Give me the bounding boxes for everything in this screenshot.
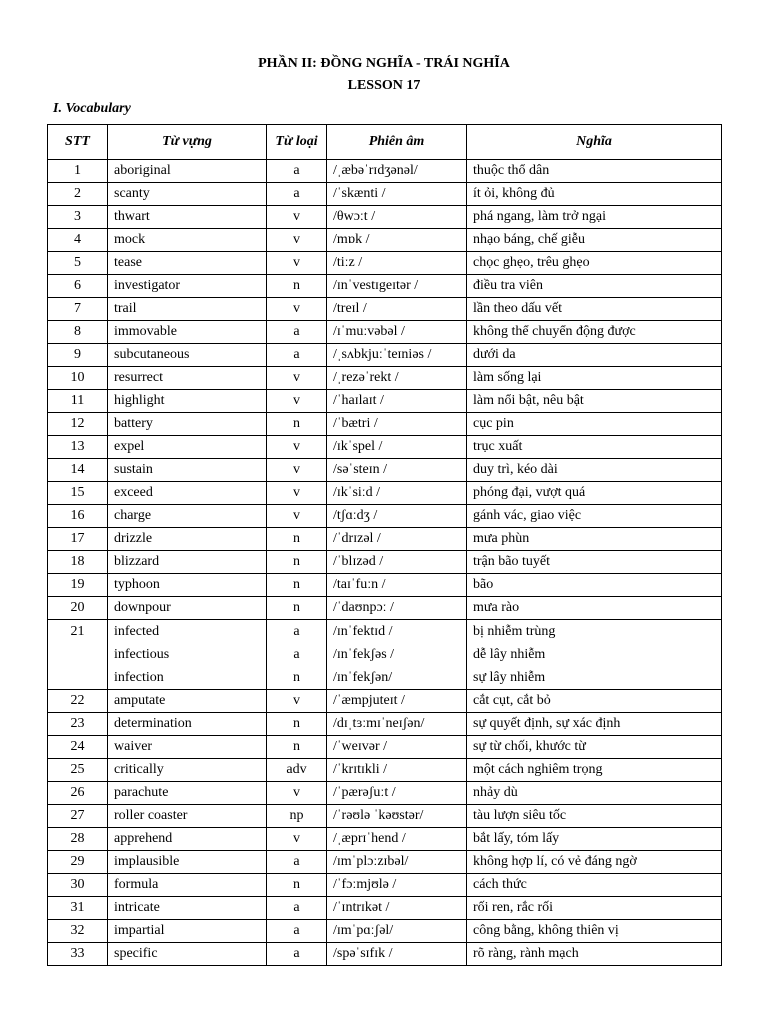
row-number: 17 [48, 528, 108, 551]
row-number: 31 [48, 897, 108, 920]
word-type: a [267, 321, 327, 344]
lesson-title: LESSON 17 [347, 78, 421, 93]
word-type: a [267, 920, 327, 943]
vocab-word: impartial [108, 920, 267, 943]
row-number: 4 [48, 229, 108, 252]
vocab-word: apprehend [108, 828, 267, 851]
vocab-word: parachute [108, 782, 267, 805]
phonetic: /ˈfɔːmjʊlə / [327, 874, 467, 897]
word-type: v [267, 229, 327, 252]
table-row [48, 505, 722, 528]
table-row [48, 713, 722, 736]
word-type: n [267, 413, 327, 436]
phonetic-group [327, 620, 467, 690]
row-number: 16 [48, 505, 108, 528]
meaning: phá ngang, làm trở ngại [467, 206, 722, 229]
word-type: v [267, 206, 327, 229]
meaning: điều tra viên [467, 275, 722, 298]
phonetic: /treɪl / [327, 298, 467, 321]
vocab-word: drizzle [108, 528, 267, 551]
word-type: a [293, 624, 300, 639]
meaning: duy trì, kéo dài [467, 459, 722, 482]
phonetic: /mɒk / [327, 229, 467, 252]
vocab-word: infectious [114, 647, 170, 662]
vocab-word: subcutaneous [108, 344, 267, 367]
word-type: n [267, 275, 327, 298]
table-row [48, 160, 722, 183]
vocab-word: trail [108, 298, 267, 321]
meaning: lần theo dấu vết [467, 298, 722, 321]
word-type: a [267, 183, 327, 206]
vocab-word: sustain [108, 459, 267, 482]
meaning: rối ren, rắc rối [467, 897, 722, 920]
row-number: 30 [48, 874, 108, 897]
phonetic: /ˈæmpjuteɪt / [327, 690, 467, 713]
vocab-word: expel [108, 436, 267, 459]
row-number: 12 [48, 413, 108, 436]
meaning: cắt cụt, cắt bỏ [467, 690, 722, 713]
phonetic: /ˈhaɪlaɪt / [327, 390, 467, 413]
row-number: 18 [48, 551, 108, 574]
word-type: v [267, 298, 327, 321]
table-row [48, 851, 722, 874]
table-row [48, 690, 722, 713]
vocab-word: waiver [108, 736, 267, 759]
meaning: trục xuất [467, 436, 722, 459]
phonetic: /spəˈsɪfɪk / [327, 943, 467, 966]
meaning: cách thức [467, 874, 722, 897]
row-number: 11 [48, 390, 108, 413]
table-row [48, 528, 722, 551]
word-type-group [267, 620, 327, 690]
word-type: n [267, 528, 327, 551]
word-type: a [293, 647, 300, 662]
phonetic: /ˈɪntrɪkət / [327, 897, 467, 920]
row-number: 13 [48, 436, 108, 459]
vocab-word: charge [108, 505, 267, 528]
row-number: 22 [48, 690, 108, 713]
row-number: 32 [48, 920, 108, 943]
word-type: n [267, 736, 327, 759]
vocab-word: blizzard [108, 551, 267, 574]
row-number: 14 [48, 459, 108, 482]
table-row [48, 206, 722, 229]
meaning: làm nổi bật, nêu bật [467, 390, 722, 413]
word-type: v [267, 505, 327, 528]
row-number: 27 [48, 805, 108, 828]
table-row [48, 597, 722, 620]
vocabulary-table [47, 124, 722, 966]
table-row [48, 805, 722, 828]
word-type: v [267, 252, 327, 275]
word-type: n [267, 713, 327, 736]
vocab-word: thwart [108, 206, 267, 229]
table-row [48, 482, 722, 505]
meaning: gánh vác, giao việc [467, 505, 722, 528]
word-type: v [267, 828, 327, 851]
vocab-word: exceed [108, 482, 267, 505]
row-number: 9 [48, 344, 108, 367]
word-type: a [267, 160, 327, 183]
vocab-word: immovable [108, 321, 267, 344]
meaning: nhảy dù [467, 782, 722, 805]
vocab-word: tease [108, 252, 267, 275]
vocab-word: roller coaster [108, 805, 267, 828]
phonetic: /ˈdaʊnpɔː / [327, 597, 467, 620]
meaning: thuộc thổ dân [467, 160, 722, 183]
meaning: sự từ chối, khước từ [467, 736, 722, 759]
phonetic: /səˈsteɪn / [327, 459, 467, 482]
row-number: 33 [48, 943, 108, 966]
row-number: 5 [48, 252, 108, 275]
phonetic: /ˈdrɪzəl / [327, 528, 467, 551]
meaning: phóng đại, vượt quá [467, 482, 722, 505]
row-number: 15 [48, 482, 108, 505]
meaning: trận bão tuyết [467, 551, 722, 574]
vocab-word: downpour [108, 597, 267, 620]
meaning: tàu lượn siêu tốc [467, 805, 722, 828]
phonetic: /ˈkrɪtɪkli / [327, 759, 467, 782]
table-row [48, 390, 722, 413]
word-type: adv [267, 759, 327, 782]
table-row [48, 252, 722, 275]
word-type: np [267, 805, 327, 828]
header-stt: STT [48, 125, 108, 160]
meaning: rõ ràng, rành mạch [467, 943, 722, 966]
meaning-group [467, 620, 722, 690]
word-type: v [267, 782, 327, 805]
table-row [48, 828, 722, 851]
meaning: mưa phùn [467, 528, 722, 551]
meaning: không thể chuyển động được [467, 321, 722, 344]
word-type: n [267, 551, 327, 574]
row-number: 2 [48, 183, 108, 206]
phonetic: /taɪˈfuːn / [327, 574, 467, 597]
phonetic: /ˌæbəˈrɪdʒənəl/ [327, 160, 467, 183]
word-type: v [267, 390, 327, 413]
phonetic: /ɪmˈplɔːzɪbəl/ [327, 851, 467, 874]
vocab-word: infected [114, 624, 160, 639]
word-type: n [267, 574, 327, 597]
table-row [48, 736, 722, 759]
vocab-word: typhoon [108, 574, 267, 597]
meaning: công bằng, không thiên vị [467, 920, 722, 943]
phonetic: /ˈskænti / [327, 183, 467, 206]
table-row [48, 874, 722, 897]
phonetic: /ˌsʌbkjuːˈteɪniəs / [327, 344, 467, 367]
table-row [48, 574, 722, 597]
row-number: 25 [48, 759, 108, 782]
vocab-word: aboriginal [108, 160, 267, 183]
meaning: cục pin [467, 413, 722, 436]
phonetic: /θwɔːt / [327, 206, 467, 229]
word-type: v [267, 459, 327, 482]
meaning: không hợp lí, có vẻ đáng ngờ [467, 851, 722, 874]
table-row [48, 229, 722, 252]
header-pos: Từ loại [267, 125, 327, 160]
meaning: làm sống lại [467, 367, 722, 390]
word-type: v [267, 482, 327, 505]
table-row [48, 620, 722, 690]
phonetic: /ˈpærəʃuːt / [327, 782, 467, 805]
vocab-word: amputate [108, 690, 267, 713]
vocab-word: intricate [108, 897, 267, 920]
phonetic: /ɪnˈvestɪgeɪtər / [327, 275, 467, 298]
meaning: bị nhiễm trùng [473, 624, 556, 639]
word-type: v [267, 436, 327, 459]
row-number: 24 [48, 736, 108, 759]
table-row [48, 275, 722, 298]
table-header-row [48, 125, 722, 160]
meaning: nhạo báng, chế giễu [467, 229, 722, 252]
table-row [48, 298, 722, 321]
vocab-word: specific [108, 943, 267, 966]
row-number: 23 [48, 713, 108, 736]
table-row [48, 367, 722, 390]
word-type: a [267, 943, 327, 966]
word-type: v [267, 367, 327, 390]
table-row [48, 436, 722, 459]
row-number: 1 [48, 160, 108, 183]
phonetic: /ˌrezəˈrekt / [327, 367, 467, 390]
vocab-word: battery [108, 413, 267, 436]
phonetic: /ɪnˈfekʃən/ [333, 670, 393, 685]
row-number: 8 [48, 321, 108, 344]
table-row [48, 943, 722, 966]
word-type: n [267, 597, 327, 620]
phonetic: /ɪmˈpɑːʃəl/ [327, 920, 467, 943]
phonetic: /tʃɑːdʒ / [327, 505, 467, 528]
vocab-word: resurrect [108, 367, 267, 390]
table-row [48, 782, 722, 805]
vocab-word: determination [108, 713, 267, 736]
word-type: a [267, 344, 327, 367]
vocab-word: infection [114, 670, 164, 685]
row-number: 19 [48, 574, 108, 597]
word-type: a [267, 897, 327, 920]
phonetic: /ˈbætri / [327, 413, 467, 436]
header-meaning: Nghĩa [467, 125, 722, 160]
row-number: 29 [48, 851, 108, 874]
meaning: mưa rào [467, 597, 722, 620]
table-row [48, 344, 722, 367]
word-type: n [267, 874, 327, 897]
word-type: a [267, 851, 327, 874]
phonetic: /tiːz / [327, 252, 467, 275]
vocab-word: formula [108, 874, 267, 897]
meaning: bão [467, 574, 722, 597]
table-row [48, 321, 722, 344]
row-number: 7 [48, 298, 108, 321]
row-number-text: 21 [70, 624, 85, 639]
phonetic: /dɪˌtɜːmɪˈneɪʃən/ [327, 713, 467, 736]
table-row [48, 459, 722, 482]
meaning: sự lây nhiễm [473, 670, 546, 685]
meaning: một cách nghiêm trọng [467, 759, 722, 782]
row-number: 26 [48, 782, 108, 805]
table-row [48, 759, 722, 782]
phonetic: /ˈweɪvər / [327, 736, 467, 759]
meaning: chọc ghẹo, trêu ghẹo [467, 252, 722, 275]
header-word: Từ vựng [108, 125, 267, 160]
meaning: bắt lấy, tóm lấy [467, 828, 722, 851]
row-number: 3 [48, 206, 108, 229]
row-number: 10 [48, 367, 108, 390]
phonetic: /ɪnˈfekʃəs / [333, 647, 395, 662]
phonetic: /ɪkˈspel / [327, 436, 467, 459]
vocab-word: investigator [108, 275, 267, 298]
phonetic: /ˌæprɪˈhend / [327, 828, 467, 851]
table-row [48, 920, 722, 943]
vocab-word: scanty [108, 183, 267, 206]
word-type: n [293, 670, 300, 685]
row-number: 20 [48, 597, 108, 620]
table-row [48, 183, 722, 206]
phonetic: /ɪnˈfektɪd / [333, 624, 393, 639]
phonetic: /ˈrəʊlə ˈkəʊstər/ [327, 805, 467, 828]
phonetic: /ɪkˈsiːd / [327, 482, 467, 505]
table-body [48, 160, 722, 966]
vocab-word: implausible [108, 851, 267, 874]
table-row [48, 897, 722, 920]
section-heading: I. Vocabulary [53, 101, 131, 116]
word-type: v [267, 690, 327, 713]
meaning: ít ỏi, không đủ [467, 183, 722, 206]
vocab-word: highlight [108, 390, 267, 413]
meaning: dưới da [467, 344, 722, 367]
table-row [48, 413, 722, 436]
vocab-word-group [108, 620, 267, 690]
row-number: 28 [48, 828, 108, 851]
header-ipa: Phiên âm [327, 125, 467, 160]
table-row [48, 551, 722, 574]
page-title: PHẦN II: ĐỒNG NGHĨA - TRÁI NGHĨA [258, 56, 510, 71]
meaning: sự quyết định, sự xác định [467, 713, 722, 736]
row-number [48, 620, 108, 690]
row-number: 6 [48, 275, 108, 298]
vocab-word: mock [108, 229, 267, 252]
vocab-word: critically [108, 759, 267, 782]
meaning: dễ lây nhiễm [473, 647, 546, 662]
phonetic: /ˈblɪzəd / [327, 551, 467, 574]
phonetic: /ɪˈmuːvəbəl / [327, 321, 467, 344]
